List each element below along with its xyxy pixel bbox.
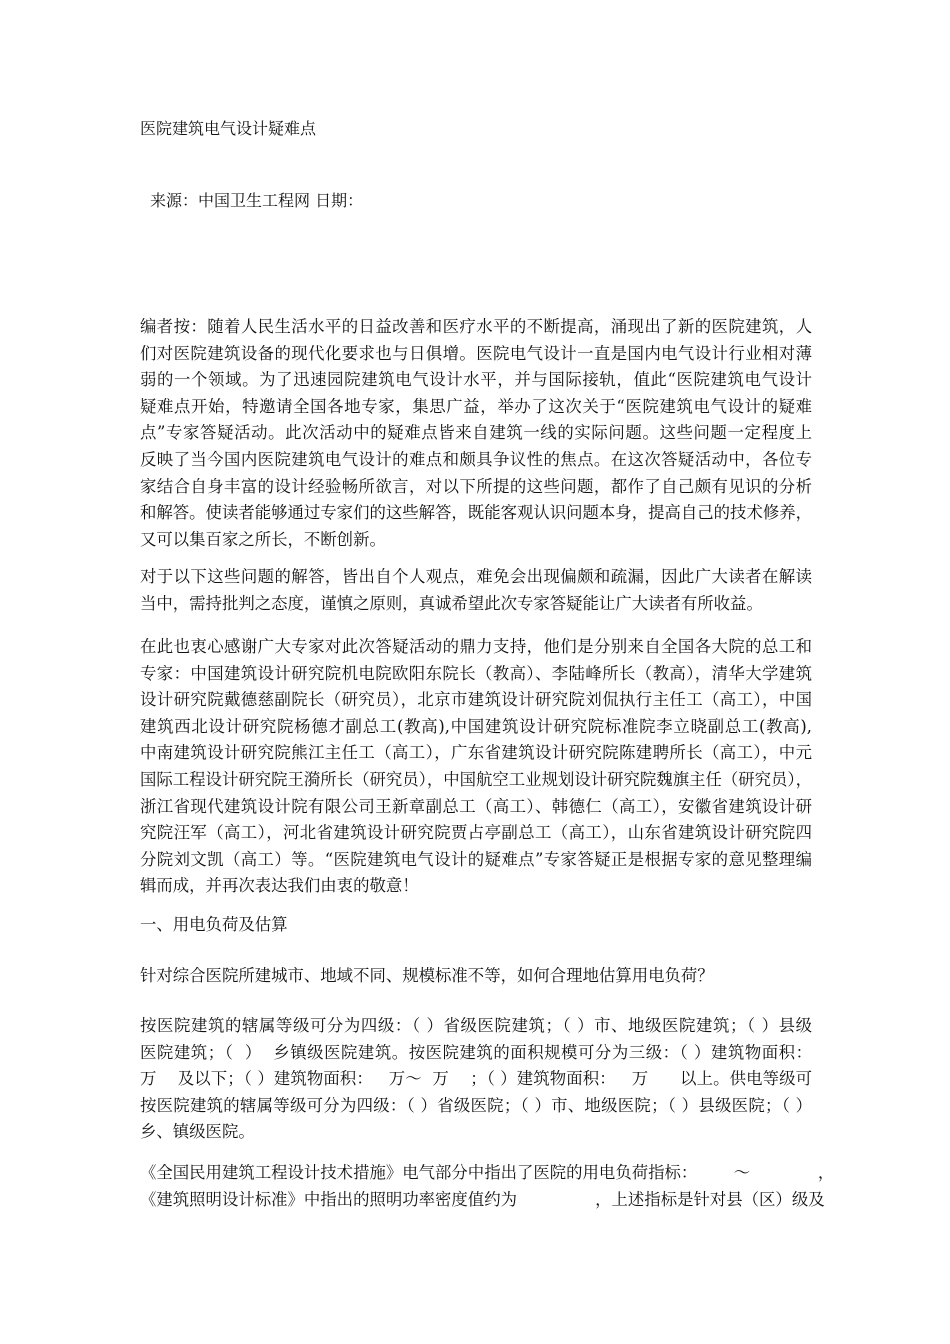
- text-line: 家结合自身丰富的设计经验畅所欲言，对以下所提的这些问题，都作了自己颇有见识的分析: [140, 476, 812, 496]
- text-line: 建筑西北设计研究院杨德才副总工(教高),中国建筑设计研究院标准院李立晓副总工(教高),: [140, 716, 812, 736]
- text-line: 万 及以下；（ ）建筑物面积： 万～ 万 ；（ ）建筑物面积： 万 以上。供电等级可: [140, 1069, 812, 1089]
- text-line: 和解答。使读者能够通过专家们的这些解答，既能客观认识问题本身，提高自己的技术修养，: [140, 503, 813, 523]
- text-line: 在此也衷心感谢广大专家对此次答疑活动的鼎力支持，他们是分别来自全国各大院的总工和: [140, 637, 812, 656]
- text-line: 《建筑照明设计标准》中指出的照明功率密度值约为 ，上述指标是针对县（区）级及: [140, 1189, 825, 1209]
- text-line: 《全国民用建筑工程设计技术措施》电气部分中指出了医院的用电负荷指标： ～ ，: [140, 1163, 835, 1182]
- document-title: 医院建筑电气设计疑难点: [140, 119, 317, 138]
- text-line: 按医院建筑的辖属等级可分为四级：（ ）省级医院；（ ）市、地级医院；（ ）县级医院；（ ）: [140, 1095, 812, 1115]
- disclaimer-paragraph: [140, 564, 812, 617]
- editor-note-paragraph: [140, 314, 812, 553]
- text-line: 专家：中国建筑设计研究院机电院欧阳东院长（教高）、李陆峰所长（教高），清华大学建筑: [140, 663, 812, 683]
- text-line: 弱的一个领域。为了迅速园院建筑电气设计水平，并与国际接轨，值此“医院建筑电气设计: [140, 370, 812, 390]
- text-line: 疑难点开始，特邀请全国各地专家，集思广益，举办了这次关于“医院建筑电气设计的疑难: [140, 396, 812, 416]
- text-line: 设计研究院戴德慈副院长（研究员），北京市建筑设计研究院刘侃执行主任工（高工），中国: [140, 690, 812, 710]
- source-date-line: 来源：中国卫生工程网 日期：: [150, 191, 364, 210]
- answer-paragraph: [140, 1013, 812, 1146]
- text-line: 乡、镇级医院。: [140, 1122, 255, 1142]
- section-heading: 一、用电负荷及估算: [140, 915, 288, 934]
- text-line: 对于以下这些问题的解答，皆出自个人观点，难免会出现偏颇和疏漏，因此广大读者在解读: [140, 567, 812, 586]
- text-line: 们对医院建筑设备的现代化要求也与日俱增。医院电气设计一直是国内电气设计行业相对薄: [140, 343, 812, 363]
- text-line: 点”专家答疑活动。此次活动中的疑难点皆来自建筑一线的实际问题。这些问题一定程度上: [140, 423, 812, 443]
- acknowledgement-paragraph: [140, 634, 812, 900]
- text-line: 中南建筑设计研究院熊江主任工（高工），广东省建筑设计研究院陈建聘所长（高工），中元: [140, 743, 812, 763]
- question-text: 针对综合医院所建城市、地域不同、规模标准不等，如何合理地估算用电负荷？: [140, 966, 714, 985]
- text-line: 又可以集百家之所长，不断创新。: [140, 529, 386, 549]
- text-line: 浙江省现代建筑设计院有限公司王新章副总工（高工）、韩德仁（高工），安徽省建筑设计研: [140, 796, 812, 816]
- standards-paragraph: [140, 1160, 835, 1213]
- text-line: 当中，需持批判之态度，谨慎之原则，真诚希望此次专家答疑能让广大读者有所收益。: [140, 593, 763, 613]
- text-line: 国际工程设计研究院王漪所长（研究员），中国航空工业规划设计研究院魏旗主任（研究员），: [140, 769, 813, 789]
- text-line: 反映了当今国内医院建筑电气设计的难点和颇具争议性的焦点。在这次答疑活动中，各位专: [140, 449, 812, 469]
- text-line: 分院刘文凯（高工）等。“医院建筑电气设计的疑难点”专家答疑正是根据专家的意见整理编: [140, 849, 812, 869]
- text-line: 辑而成，并再次表达我们由衷的敬意！: [140, 876, 419, 896]
- text-line: 编者按：随着人民生活水平的日益改善和医疗水平的不断提高，涌现出了新的医院建筑，人: [140, 317, 812, 336]
- text-line: 究院汪军（高工），河北省建筑设计研究院贾占亭副总工（高工），山东省建筑设计研究院四: [140, 823, 812, 843]
- text-line: 按医院建筑的辖属等级可分为四级：（ ）省级医院建筑；（ ）市、地级医院建筑；（ ）县级: [140, 1016, 812, 1035]
- text-line: 医院建筑；（ ） 乡镇级医院建筑。按医院建筑的面积规模可分为三级：（ ）建筑物面积：: [140, 1042, 812, 1062]
